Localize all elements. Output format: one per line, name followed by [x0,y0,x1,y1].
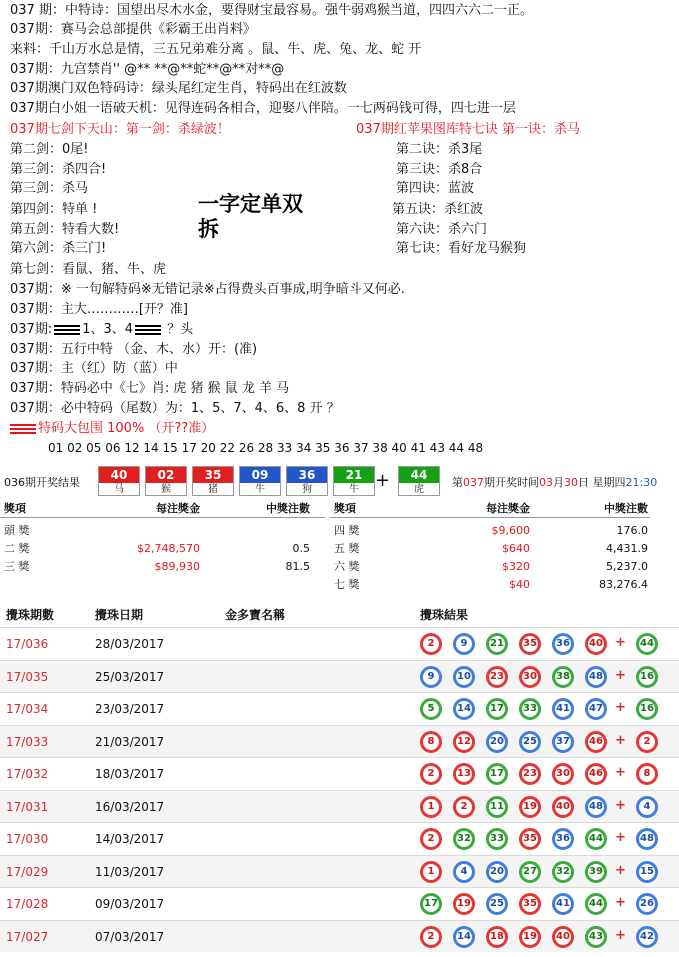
lottery-ball: 20 [486,861,508,883]
draw-mid: 期开奖时间 [484,476,539,489]
lottery-ball: 14 [453,926,475,948]
prize-name: 五 獎 [334,542,360,555]
lottery-ball: 17 [486,763,508,785]
draw-id[interactable]: 17/027 [6,929,49,944]
prize-row [330,540,650,558]
lottery-ball: 12 [453,731,475,753]
next-draw-info [452,474,657,490]
prize-count: 5,237.0 [606,560,648,573]
col-amount: 每注獎金 [486,502,530,515]
sword-7: 第七剑：看鼠、猪、牛、虎 [10,262,167,277]
macau-line: 037期澳门双色特码诗：绿头尾红定生肖，特码出在红波数 [10,81,347,96]
prize-amount: $89,930 [154,560,200,573]
draw-day-unit: 日 星期四 [578,476,626,489]
prize-name: 四 獎 [334,524,360,537]
lottery-ball: 30 [552,763,574,785]
result-ball-zodiac: 猴 [161,484,171,495]
lottery-ball: 32 [552,861,574,883]
bars-line [10,321,193,339]
table-row [0,920,679,952]
lottery-ball: 23 [519,763,541,785]
prize-amount: $640 [502,542,530,555]
lottery-ball: 23 [486,666,508,688]
result-ball [286,466,328,496]
result-ball-number: 36 [287,467,327,483]
sword-5: 第五剑：特看大数! [10,222,120,237]
plus-sign: + [615,635,626,650]
prize-amount: $9,600 [491,524,530,537]
draw-date: 18/03/2017 [95,767,165,781]
result-ball-number: 35 [193,467,233,483]
white-miss-line: 037期白小姐一语破天机：见得连码各相合，迎娶八伴陪。一七两码钱可得，四七进一层 [10,101,516,116]
draw-id[interactable]: 17/034 [6,702,49,716]
result-ball-zodiac: 猪 [208,484,218,495]
prize-count: 83,276.4 [599,578,648,591]
lottery-ball: 44 [585,828,607,850]
plus-sign: + [615,927,626,943]
special-ball: 16 [636,698,658,720]
table-row [0,627,679,659]
lottery-ball: 36 [552,633,574,655]
draw-month: 03 [539,476,553,489]
draw-id[interactable]: 17/036 [6,637,49,651]
plus-sign: + [615,667,626,683]
lottery-ball: 25 [486,893,508,915]
result-ball [98,466,140,496]
prize-amount [120,522,200,540]
prize-name: 七 獎 [334,578,360,591]
sword-3a: 第三剑：杀四合! [10,162,107,177]
five-elements-line: 037期：五行中特 （金、木、水）开：(准) [10,342,258,357]
lottery-ball: 20 [486,731,508,753]
lottery-ball: 48 [585,666,607,688]
lottery-ball: 25 [519,731,541,753]
result-ball-zodiac: 马 [114,484,124,495]
bao-label: 特码大包围 100% [38,421,145,436]
lottery-ball: 2 [420,633,442,655]
lottery-ball: 37 [552,731,574,753]
result-ball-zodiac: 牛 [255,484,265,495]
jue-4: 第四诀：蓝波 [396,181,475,196]
prize-count: 4,431.9 [606,542,648,555]
col-count: 中獎注數 [266,502,310,515]
special-ball: 2 [636,731,658,753]
result-ball-number: 44 [399,467,439,483]
source-line: 037期：赛马会总部提供《彩霸王出肖料》 [10,22,256,37]
lottery-ball: 17 [486,698,508,720]
lottery-ball: 41 [552,893,574,915]
col-count: 中獎注數 [604,502,648,515]
prize-row [0,540,320,558]
result-ball-number: 40 [99,467,139,483]
col-result: 攪珠結果 [420,608,469,622]
result-ball [333,466,375,496]
special-ball: 44 [636,633,658,655]
big-slogan: 一字定单双拆 [198,192,303,241]
result-ball-zodiac: 牛 [349,484,359,495]
table-row [0,692,679,724]
plus-sign: + [615,830,626,845]
draw-id[interactable]: 17/029 [6,864,49,879]
prize-count: 0.5 [292,542,310,555]
special-ball: 42 [636,926,658,948]
prize-row [330,576,650,594]
lottery-ball: 19 [453,893,475,915]
draw-id[interactable]: 17/031 [6,799,49,814]
bar-glyph-icon [54,325,80,335]
prize-name: 二 獎 [4,542,30,555]
result-ball-number: 21 [334,467,374,483]
one-sentence-line: 037期：※ 一句解特码※无错记录※占得费头百事成,明争暗斗又何必. [10,282,405,297]
result-bar [0,466,679,496]
lottery-ball: 2 [420,926,442,948]
col-prize: 獎項 [4,502,26,515]
lottery-ball: 40 [552,926,574,948]
lottery-ball: 11 [486,796,508,818]
lottery-ball: 41 [552,698,574,720]
poem-line: 037 期：中特诗：国望出尽木水金，要得财宝最容易。强牛弱鸡猴当道，四四六六二一正。 [10,3,533,18]
draw-month-unit: 月 [553,476,564,489]
draw-date: 28/03/2017 [95,637,165,651]
lottery-ball: 35 [519,828,541,850]
prize-count [230,522,310,540]
lottery-ball: 35 [519,633,541,655]
draw-number: 037 [463,476,484,489]
tail-digits-line: 037期：必中特码（尾数）为：1、5、7、4、6、8 开 ？ [10,401,340,416]
draw-id[interactable]: 17/035 [6,669,49,684]
special-ball: 48 [636,828,658,850]
numbers-line: 01 02 05 06 12 14 15 17 20 22 26 28 33 34 35 36 37 38 40 41 43 44 48 [48,441,484,455]
col-draw-date: 攪珠日期 [95,608,144,622]
plus-sign: + [375,470,391,491]
plus-sign: + [615,895,626,910]
plus-sign: + [615,732,626,748]
draw-date: 23/03/2017 [95,702,165,716]
lottery-ball: 43 [585,926,607,948]
result-ball-zodiac: 虎 [414,484,424,495]
prize-row [330,558,650,576]
draw-id[interactable]: 17/028 [6,897,49,911]
result-ball-number: 09 [240,467,280,483]
lottery-ball: 32 [453,828,475,850]
col-name: 金多寶名稱 [225,608,286,622]
plus-sign: + [615,700,626,715]
plus-sign: + [615,765,626,780]
bao-line [10,420,214,438]
sword-2: 第二剑：0尾! [10,142,89,157]
result-ball [398,466,440,496]
jue-5: 第五诀：杀红波 [392,202,484,217]
result-ball-number: 02 [146,467,186,483]
prize-row [330,522,650,540]
prize-row [0,558,320,576]
sword-4: 第四剑：特单 ! [10,202,98,217]
lottery-ball: 17 [420,893,442,915]
result-ball [192,466,234,496]
draw-date: 14/03/2017 [95,832,165,846]
lottery-ball: 40 [585,633,607,655]
seven-zodiac-line: 037期：特码必中《七》肖: 虎 猪 猴 鼠 龙 羊 马 [10,381,290,396]
lottery-ball: 13 [453,763,475,785]
lottery-ball: 46 [585,731,607,753]
col-amount: 每注獎金 [156,502,200,515]
jue-6: 第六诀：杀六门 [396,222,488,237]
prize-amount: $2,748,570 [137,542,200,555]
jue-7: 第七诀：看好龙马猴狗 [396,241,527,256]
table-row [0,757,679,789]
lottery-ball: 9 [420,666,442,688]
special-ball: 4 [636,796,658,818]
lottery-ball: 21 [486,633,508,655]
main-big-line: 037期：主大…………[开？准] [10,302,188,317]
lottery-ball: 8 [420,731,442,753]
sword-6: 第六剑：杀三门! [10,241,107,256]
lottery-ball: 38 [552,666,574,688]
lottery-ball: 1 [420,796,442,818]
lottery-ball: 2 [453,796,475,818]
lottery-ball: 46 [585,763,607,785]
lottery-ball: 5 [420,698,442,720]
special-ball: 26 [636,893,658,915]
lottery-ball: 48 [585,796,607,818]
table-row [0,855,679,887]
table-row [0,887,679,919]
lottery-ball: 33 [486,828,508,850]
result-ball [145,466,187,496]
red-apple-title: 037期红苹果图库特七诀 第一诀：杀马 [356,122,580,137]
prize-name: 頭 獎 [4,524,30,537]
lottery-ball: 2 [420,828,442,850]
bars-digits: 1、3、4 [82,322,134,337]
plus-sign: + [615,862,626,878]
draw-day: 30 [564,476,578,489]
lottery-ball: 1 [420,861,442,883]
sword-3b: 第三剑：杀马 [10,181,89,196]
lottery-ball: 44 [585,893,607,915]
lottery-ball: 19 [519,796,541,818]
prize-amount: $40 [509,578,530,591]
lottery-ball: 14 [453,698,475,720]
draw-date: 07/03/2017 [95,929,165,944]
special-ball: 15 [636,861,658,883]
draw-date: 09/03/2017 [95,897,165,911]
lottery-ball: 35 [519,893,541,915]
lottery-ball: 2 [420,763,442,785]
lottery-ball: 9 [453,633,475,655]
lottery-ball: 4 [453,861,475,883]
prize-name: 三 獎 [4,560,30,573]
result-label: 036期开奖结果 [4,476,80,489]
draw-date: 21/03/2017 [95,734,165,749]
draw-id[interactable]: 17/032 [6,767,49,781]
draw-time: 21:30 [625,476,658,489]
lottery-ball: 30 [519,666,541,688]
plus-sign: + [615,797,626,813]
lottery-ball: 18 [486,926,508,948]
bao-suffix: （开??准） [148,421,215,436]
jue-2: 第二诀：杀3尾 [396,142,483,157]
lottery-ball: 39 [585,861,607,883]
col-prize: 獎項 [334,502,356,515]
table-row [0,790,679,822]
table-row [0,822,679,854]
red-bar-glyph-icon [10,424,36,434]
prize-count: 81.5 [285,560,310,573]
prize-name: 六 獎 [334,560,360,573]
draw-id[interactable]: 17/030 [6,832,49,846]
lottery-ball: 19 [519,926,541,948]
col-draw-id: 攪珠期數 [6,608,55,622]
red-blue-line: 037期：主（红）防（蓝）中 [10,361,178,376]
special-ball: 16 [636,666,658,688]
result-ball-zodiac: 狗 [302,484,312,495]
table-row [0,660,679,692]
draw-date: 16/03/2017 [95,799,165,814]
table-row [0,725,679,757]
prize-row [0,522,320,540]
lottery-ball: 36 [552,828,574,850]
seven-swords-title: 037期七剑下天山：第一剑：杀绿波！ [10,122,230,137]
bars-suffix: ？头 [167,322,194,337]
jue-3: 第三诀：杀8合 [396,162,483,177]
lottery-ball: 40 [552,796,574,818]
draw-id[interactable]: 17/033 [6,734,49,749]
draw-date: 11/03/2017 [95,864,165,879]
prize-amount: $320 [502,560,530,573]
material-line: 来料：千山万水总是情，三五兄弟难分离 。鼠、牛、虎、兔、龙、蛇 开 [10,42,422,57]
prize-count: 176.0 [616,524,648,537]
lottery-ball: 10 [453,666,475,688]
draw-date: 25/03/2017 [95,669,165,684]
lottery-ball: 27 [519,861,541,883]
bar-glyph-icon [135,325,161,335]
bars-prefix: 037期: [10,322,53,337]
history-header [0,604,679,626]
draw-prefix: 第 [452,476,463,489]
special-ball: 8 [636,763,658,785]
result-ball [239,466,281,496]
lottery-ball: 33 [519,698,541,720]
lottery-ball: 47 [585,698,607,720]
nine-palace-line: 037期：九宫禁肖'' @** **@**蛇**@**对**@ [10,62,285,77]
